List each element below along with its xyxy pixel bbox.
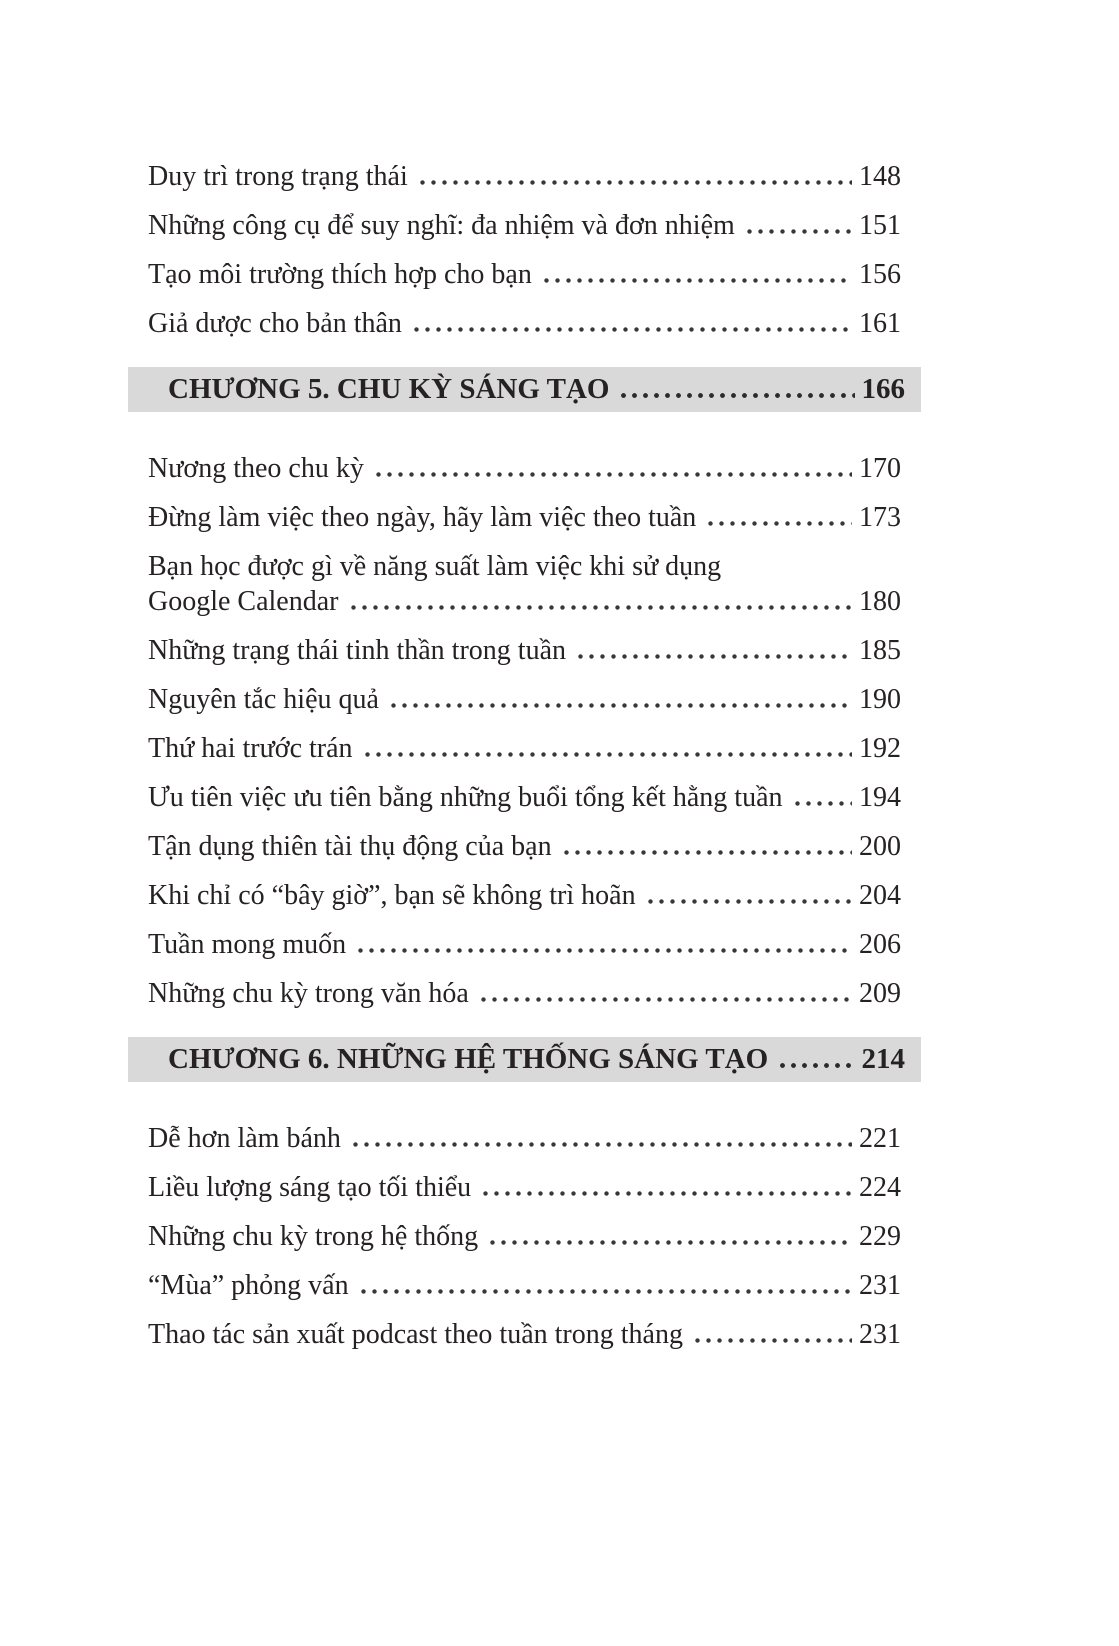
toc-entry	[148, 979, 901, 1009]
dot-leader	[744, 229, 852, 234]
dot-leader	[487, 1240, 852, 1245]
dot-leader	[417, 180, 852, 185]
chapter-title: CHƯƠNG 6. NHỮNG HỆ THỐNG SÁNG TẠO	[168, 1043, 769, 1075]
toc-entry-page: 161	[859, 308, 901, 339]
dot-leader	[388, 703, 852, 708]
toc-entry-page: 170	[859, 453, 901, 484]
toc-entry-title: Những trạng thái tinh thần trong tuần	[148, 635, 566, 666]
toc-entry-page: 192	[859, 733, 901, 764]
toc-entry-title: Tạo môi trường thích hợp cho bạn	[148, 259, 532, 290]
toc-entry-two-line	[148, 552, 901, 617]
toc-entry-title: Những chu kỳ trong hệ thống	[148, 1221, 479, 1252]
dot-leader	[478, 997, 852, 1002]
toc-entry-page: 204	[859, 880, 901, 911]
toc-entry-title: Duy trì trong trạng thái	[148, 161, 408, 192]
toc-entry-title: Những chu kỳ trong văn hóa	[148, 978, 469, 1009]
chapter-heading-chapter5	[128, 367, 921, 412]
dot-leader	[480, 1191, 852, 1196]
toc-entry	[148, 1173, 901, 1203]
toc-entry	[148, 211, 901, 241]
dot-leader	[705, 521, 852, 526]
toc-entry-title: Khi chỉ có “bây giờ”, bạn sẽ không trì hoãn	[148, 880, 636, 911]
toc-entry-page: 224	[859, 1172, 901, 1203]
toc-entry-title: Nương theo chu kỳ	[148, 453, 364, 484]
toc-entry	[148, 685, 901, 715]
toc-entry-page: 229	[859, 1221, 901, 1252]
toc-entry	[148, 783, 901, 813]
dot-leader	[777, 1063, 854, 1068]
dot-leader	[561, 850, 852, 855]
toc-entry	[148, 1124, 901, 1154]
dot-leader	[355, 948, 852, 953]
dot-leader	[692, 1338, 852, 1343]
dot-leader	[618, 393, 854, 398]
toc-entry	[148, 636, 901, 666]
toc-entry-title: Dễ hơn làm bánh	[148, 1123, 341, 1154]
toc-entry-title: Thao tác sản xuất podcast theo tuần trong tháng	[148, 1319, 683, 1350]
toc-entry-title: “Mùa” phỏng vấn	[148, 1270, 349, 1301]
toc-entry-page: 206	[859, 929, 901, 960]
toc-entry-title: Ưu tiên việc ưu tiên bằng những buổi tổng kết hằng tuần	[148, 782, 783, 813]
toc-entry	[148, 832, 901, 862]
toc-entry	[148, 162, 901, 192]
toc-entry	[148, 881, 901, 911]
toc-entry-page: 194	[859, 782, 901, 813]
toc-entry-title: Liều lượng sáng tạo tối thiểu	[148, 1172, 472, 1203]
dot-leader	[575, 654, 852, 659]
toc-entry-page: 209	[859, 978, 901, 1009]
toc-entry-title: Nguyên tắc hiệu quả	[148, 684, 379, 715]
toc-entry-page: 173	[859, 502, 901, 533]
dot-leader	[350, 1142, 852, 1147]
toc-entry-title: Tuần mong muốn	[148, 929, 347, 960]
toc-entry-page: 185	[859, 635, 901, 666]
toc-entry	[148, 1271, 901, 1301]
toc-entry	[148, 503, 901, 533]
dot-leader	[362, 752, 852, 757]
toc-entry-title-line1: Bạn học được gì về năng suất làm việc khi sử dụng	[148, 551, 722, 582]
toc-entry-page: 190	[859, 684, 901, 715]
toc-entry-title: Giả dược cho bản thân	[148, 308, 402, 339]
toc-entry	[148, 1222, 901, 1252]
toc-entry	[148, 260, 901, 290]
toc-entry	[148, 734, 901, 764]
toc-entry	[148, 454, 901, 484]
toc-entry-page: 180	[859, 586, 901, 617]
toc-entry-title: Những công cụ để suy nghĩ: đa nhiệm và đơn nhiệm	[148, 210, 735, 241]
toc-entry-page: 148	[859, 161, 901, 192]
toc-entry	[148, 309, 901, 339]
chapter-page: 166	[861, 373, 905, 405]
toc-entry-page: 231	[859, 1270, 901, 1301]
dot-leader	[792, 801, 852, 806]
toc-entry-page: 156	[859, 259, 901, 290]
toc-entry	[148, 1320, 901, 1350]
dot-leader	[645, 899, 852, 904]
toc-entry-title: Đừng làm việc theo ngày, hãy làm việc theo tuần	[148, 502, 697, 533]
dot-leader	[358, 1289, 852, 1294]
dot-leader	[373, 472, 852, 477]
toc-entry-title-line2: Google Calendar	[148, 586, 339, 617]
chapter-heading-chapter6	[128, 1037, 921, 1082]
dot-leader	[348, 605, 853, 610]
toc-entry-page: 221	[859, 1123, 901, 1154]
toc-entry-page: 200	[859, 831, 901, 862]
toc-entry	[148, 930, 901, 960]
toc-entry-page: 231	[859, 1319, 901, 1350]
toc-entry-page: 151	[859, 210, 901, 241]
toc-entry-title: Thứ hai trước trán	[148, 733, 353, 764]
dot-leader	[541, 278, 852, 283]
chapter-page: 214	[861, 1043, 905, 1075]
chapter-title: CHƯƠNG 5. CHU KỲ SÁNG TẠO	[168, 373, 610, 405]
toc-entry-title: Tận dụng thiên tài thụ động của bạn	[148, 831, 552, 862]
dot-leader	[411, 327, 852, 332]
